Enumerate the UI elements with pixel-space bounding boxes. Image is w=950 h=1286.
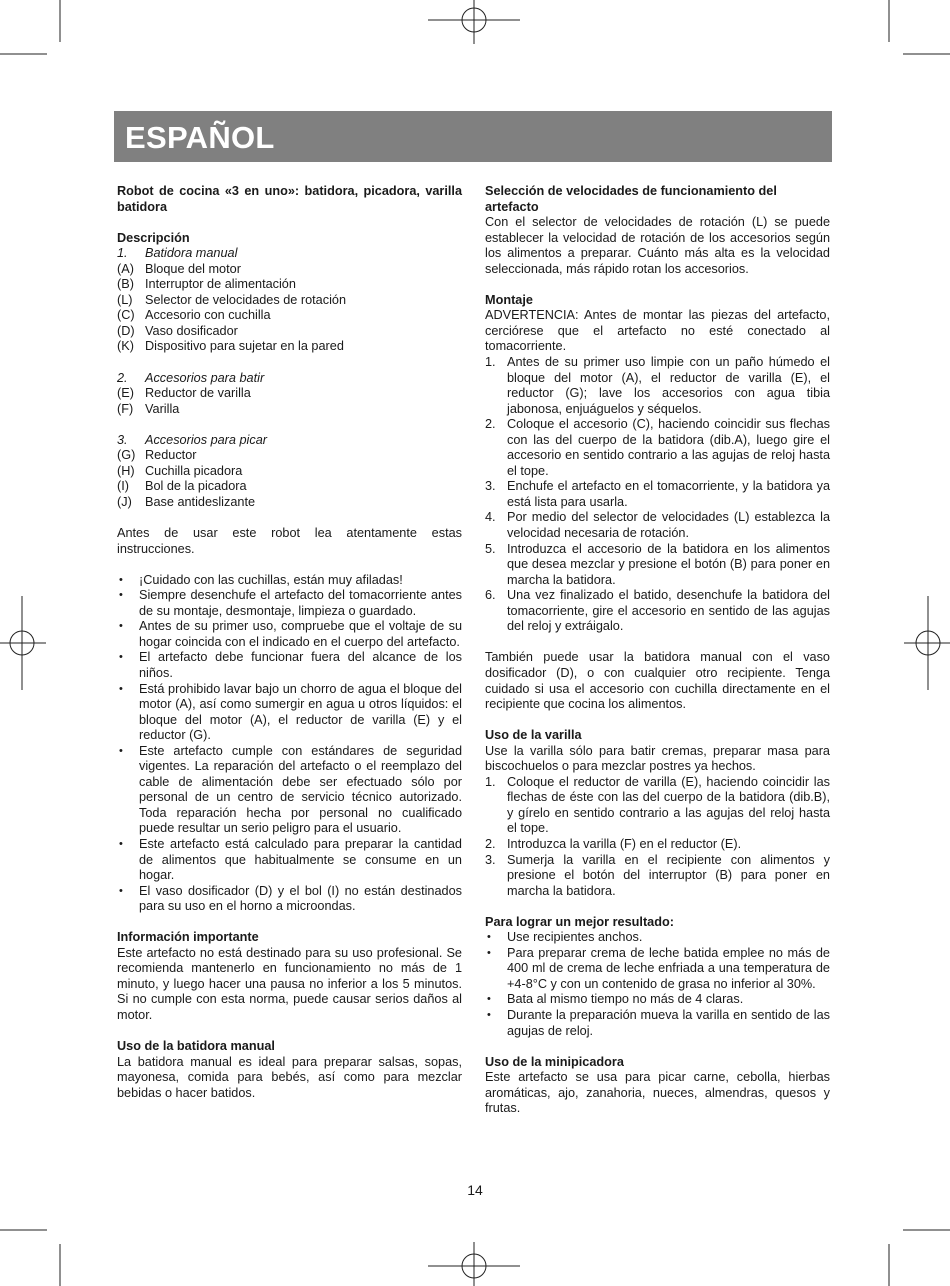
- left-column: [117, 184, 462, 1101]
- step-number: 2.: [485, 417, 496, 432]
- part-item: [117, 262, 462, 278]
- language-banner: [114, 111, 832, 162]
- manual-text: La batidora manual es ideal para preparar salsas, sopas, mayonesa, comida para bebés, así como para mezclar bebidas o hacer batidos.: [117, 1054, 462, 1100]
- list-item-text: Para preparar crema de leche batida emplee no más de 400 ml de crema de leche enfriada a una temperatura de +4-8°C y con un contenido de grasa no inferior al 30%.: [507, 945, 830, 991]
- registration-mark-top: [428, 0, 520, 44]
- list-item-text: El vaso dosificador (D) y el bol (I) no están destinados para su uso en el horno a microondas.: [139, 883, 462, 914]
- list-item-text: Este artefacto está calculado para preparar la cantidad de alimentos que habitualmente se consume en un hogar.: [139, 836, 462, 883]
- bullet-mark: •: [119, 884, 123, 897]
- part-name: Reductor: [145, 448, 197, 463]
- list-item: [117, 837, 462, 884]
- step-text: Sumerja la varilla en el recipiente con alimentos y presione el botón del interruptor (B) para poner en marcha la batidora.: [507, 852, 830, 898]
- part-label: (B): [117, 277, 134, 292]
- step-number: 5.: [485, 541, 496, 556]
- bullet-mark: •: [119, 589, 123, 602]
- part-label: (A): [117, 261, 134, 276]
- part-item: [117, 495, 462, 511]
- list-item: [485, 588, 830, 635]
- important-heading: Información importante: [117, 930, 259, 945]
- group-number: 3.: [117, 432, 128, 447]
- bullet-mark: •: [119, 837, 123, 850]
- part-name: Dispositivo para sujetar en la pared: [145, 339, 344, 354]
- list-item-text: Use recipientes anchos.: [507, 930, 643, 945]
- assembly-heading: Montaje: [485, 292, 533, 307]
- step-text: Coloque el reductor de varilla (E), haciendo coincidir las flechas de éste con las del cuerpo de la batidora (dib.B), y gírelo en sentido contrario a las agujas del reloj hasta el tope.: [507, 774, 830, 836]
- list-item-text: Este artefacto cumple con estándares de seguridad vigentes. La reparación del artefacto o el reemplazo del cable de alimentación debe ser efectuado sólo por personal de un centro de servicio técnico autorizado. Toda reparación hecha por personal no cualificado puede resultar un serio peligro para el usuario.: [139, 743, 462, 836]
- part-item: [117, 386, 462, 402]
- part-item: [117, 464, 462, 480]
- list-item-text: ¡Cuidado con las cuchillas, están muy afiladas!: [139, 572, 403, 587]
- list-item-text: Está prohibido lavar bajo un chorro de agua el bloque del motor (A), así como sumergir en agua u otros líquidos: el bloque del motor (A), el reductor de varilla (E) y el reductor (G).: [139, 681, 462, 743]
- bullet-mark: •: [487, 1008, 491, 1021]
- step-text: Introduzca la varilla (F) en el reductor (E).: [507, 836, 742, 851]
- group-title: Accesorios para batir: [145, 370, 265, 385]
- part-label: (F): [117, 401, 134, 416]
- description-heading: Descripción: [117, 230, 190, 245]
- important-text: Este artefacto no está destinado para su uso profesional. Se recomienda mantenerlo en funcionamiento no más de 1 minuto, y luego hacer una pausa no inferior a los 5 minutos. Si no cumple con esta norma, puede causar serios daños al motor.: [117, 945, 462, 1022]
- part-name: Accesorio con cuchilla: [145, 308, 271, 323]
- bullet-mark: •: [487, 946, 491, 959]
- group-number: 1.: [117, 246, 128, 261]
- bullet-mark: •: [119, 573, 123, 586]
- part-name: Interruptor de alimentación: [145, 277, 296, 292]
- list-item: [485, 1008, 830, 1039]
- list-item: [485, 775, 830, 837]
- part-name: Bloque del motor: [145, 261, 241, 276]
- list-item: [117, 588, 462, 619]
- description-group-title: [117, 371, 462, 387]
- step-text: Coloque el accesorio (C), haciendo coincidir sus flechas con las del cuerpo de la batidora (dib.A), luego gire el accesorio en sentido contrario a las agujas de reloj hasta el tope.: [507, 417, 830, 478]
- step-number: 3.: [485, 852, 496, 867]
- registration-mark-left: [0, 596, 46, 690]
- description-group-title: [117, 246, 462, 262]
- list-item: [117, 682, 462, 744]
- group-title: Accesorios para picar: [145, 432, 267, 447]
- page-title: ESPAÑOL: [125, 120, 275, 155]
- step-number: 1.: [485, 355, 496, 370]
- list-item-text: El artefacto debe funcionar fuera del alcance de los niños.: [139, 650, 462, 680]
- list-item: [485, 930, 830, 946]
- list-item: [485, 355, 830, 417]
- part-label: (D): [117, 323, 135, 338]
- best-results-list: [485, 930, 830, 1039]
- step-text: Por medio del selector de velocidades (L) establezca la velocidad necesaria de rotación.: [507, 510, 830, 541]
- part-item: [117, 448, 462, 464]
- part-name: Selector de velocidades de rotación: [145, 292, 347, 307]
- part-name: Bol de la picadora: [145, 479, 247, 494]
- list-item: [117, 619, 462, 650]
- part-name: Vaso dosificador: [145, 323, 238, 338]
- before-use-text: Antes de usar este robot lea atentamente estas instrucciones.: [117, 526, 462, 556]
- description-group-title: [117, 433, 462, 449]
- part-item: [117, 402, 462, 418]
- safety-list: [117, 573, 462, 915]
- part-label: (I): [117, 479, 129, 494]
- list-item-text: Bata al mismo tiempo no más de 4 claras.: [507, 992, 744, 1007]
- speed-heading: Selección de velocidades de funcionamiento del artefacto: [485, 184, 777, 214]
- list-item: [485, 853, 830, 900]
- part-item: [117, 277, 462, 293]
- list-item: [485, 837, 830, 853]
- part-item: [117, 479, 462, 495]
- step-text: Antes de su primer uso limpie con un paño húmedo el bloque del motor (A), el reductor de varilla (E), el reductor (G); lave los accesorios con agua tibia jabonosa, enjuáguelos y séquelos.: [507, 355, 830, 416]
- step-number: 2.: [485, 836, 496, 851]
- intro-title: Robot de cocina «3 en uno»: batidora, picadora, varilla batidora: [117, 184, 462, 214]
- best-heading: Para lograr un mejor resultado:: [485, 914, 674, 929]
- mini-heading: Uso de la minipicadora: [485, 1054, 624, 1069]
- step-text: Introduzca el accesorio de la batidora en los alimentos que desea mezclar y presione el botón (B) para poner en marcha la batidora.: [507, 541, 830, 587]
- group-number: 2.: [117, 370, 128, 385]
- part-item: [117, 293, 462, 309]
- bullet-mark: •: [487, 931, 491, 944]
- speed-text: Con el selector de velocidades de rotación (L) se puede establecer la velocidad de rotación de los accesorios según los alimentos a preparar. Cuánto más alta es la velocidad seleccionada, más rápido rotan los accesorios.: [485, 215, 830, 276]
- part-label: (C): [117, 308, 135, 323]
- part-label: (H): [117, 463, 135, 478]
- bullet-mark: •: [119, 620, 123, 633]
- list-item: [485, 417, 830, 479]
- assembly-warning: ADVERTENCIA: Antes de montar las piezas del artefacto, cerciórese que el artefacto no esté conectado al tomacorriente.: [485, 308, 830, 354]
- also-text: También puede usar la batidora manual con el vaso dosificador (D), o con cualquier otro recipiente. Tenga cuidado si usa el accesorio con cuchilla directamente en el recipiente que cocina los alimentos.: [485, 650, 830, 712]
- list-item: [117, 650, 462, 681]
- part-name: Varilla: [145, 401, 180, 416]
- list-item: [117, 744, 462, 837]
- bullet-mark: •: [487, 993, 491, 1006]
- list-item: [485, 946, 830, 993]
- assembly-steps: [485, 355, 830, 635]
- part-item: [117, 324, 462, 340]
- part-label: (L): [117, 292, 133, 307]
- list-item: [485, 510, 830, 541]
- group-title: Batidora manual: [145, 246, 238, 261]
- list-item-text: Durante la preparación mueva la varilla en sentido de las agujas de reloj.: [507, 1007, 830, 1038]
- list-item-text: Siempre desenchufe el artefacto del tomacorriente antes de su montaje, desmontaje, limpieza o guardado.: [139, 588, 462, 618]
- list-item: [485, 479, 830, 510]
- part-item: [117, 339, 462, 355]
- part-name: Reductor de varilla: [145, 386, 251, 401]
- step-number: 3.: [485, 479, 496, 494]
- part-name: Cuchilla picadora: [145, 463, 243, 478]
- list-item-text: Antes de su primer uso, compruebe que el voltaje de su hogar coincida con el indicado en el cuerpo del artefacto.: [139, 619, 462, 649]
- list-item: [485, 992, 830, 1008]
- bullet-mark: •: [119, 744, 123, 757]
- right-column: [485, 184, 830, 1117]
- mini-text: Este artefacto se usa para picar carne, cebolla, hierbas aromáticas, ajo, zanahoria, nueces, almendras, quesos y frutas.: [485, 1070, 830, 1116]
- bullet-mark: •: [119, 651, 123, 664]
- whisk-heading: Uso de la varilla: [485, 728, 582, 743]
- whisk-steps: [485, 775, 830, 899]
- manual-heading: Uso de la batidora manual: [117, 1039, 275, 1054]
- registration-mark-bottom: [428, 1242, 520, 1286]
- part-label: (G): [117, 448, 136, 463]
- part-label: (K): [117, 339, 134, 354]
- whisk-text: Use la varilla sólo para batir cremas, preparar masa para biscochuelos o para mezclar postres ya hechos.: [485, 743, 830, 774]
- bullet-mark: •: [119, 682, 123, 695]
- step-text: Una vez finalizado el batido, desenchufe la batidora del tomacorriente, gire el accesorio en sentido de las agujas del reloj y extráigalo.: [507, 588, 830, 634]
- step-number: 4.: [485, 510, 496, 525]
- list-item: [485, 542, 830, 589]
- part-label: (J): [117, 494, 132, 509]
- part-name: Base antideslizante: [145, 494, 256, 509]
- step-number: 6.: [485, 588, 496, 603]
- list-item: [117, 573, 462, 589]
- part-item: [117, 308, 462, 324]
- part-label: (E): [117, 386, 134, 401]
- registration-mark-right: [904, 596, 950, 690]
- page-number: 14: [467, 1182, 483, 1198]
- step-text: Enchufe el artefacto en el tomacorriente, y la batidora ya está lista para usarla.: [507, 479, 830, 509]
- description-groups: [117, 246, 462, 526]
- step-number: 1.: [485, 774, 496, 789]
- list-item: [117, 884, 462, 915]
